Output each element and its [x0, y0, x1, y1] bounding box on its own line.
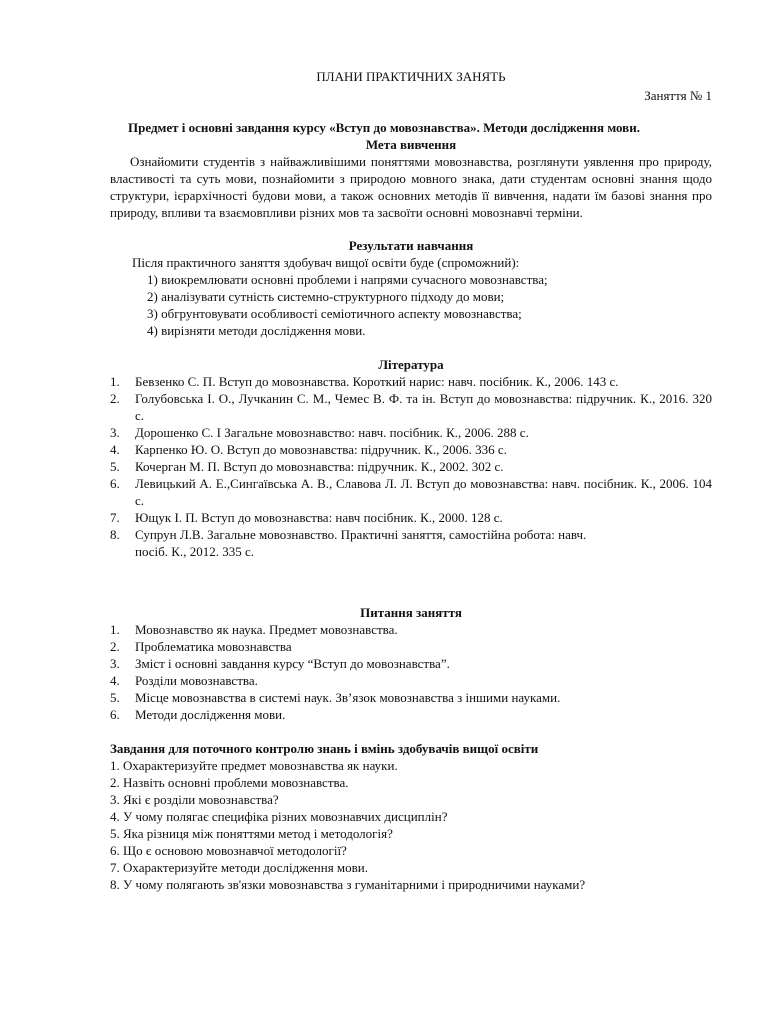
literature-item-number: 7.: [110, 510, 120, 525]
question-number: 2.: [110, 639, 120, 654]
lesson-number: Заняття № 1: [644, 88, 712, 103]
literature-item-number: 8.: [110, 527, 120, 542]
goal-text: Ознайомити студентів з найважливішими поняттями мовознавства, розглянути уявлення про природу, властивості та суть мови, познайомити з природою мовного знака, дати студентам основні знання щодо структури, ієрархічності будови мови, а також основних методів її вивчення, надати їм базові знання про природу, впливи та взаємовпливи різних мов та засвоїти основні мовознавчі терміни.: [110, 154, 712, 220]
document-page: [110, 68, 712, 893]
results-item: 1) виокремлювати основні проблеми і напрями сучасного мовознавства;: [147, 272, 548, 287]
literature-item-continuation: [110, 543, 712, 560]
literature-item: [110, 526, 712, 543]
task-item: 3. Які є розділи мовознавства?: [110, 792, 279, 807]
literature-list: [110, 373, 712, 560]
task-item: 2. Назвіть основні проблеми мовознавства.: [110, 775, 349, 790]
questions-list: [110, 621, 712, 723]
tasks-heading: Завдання для поточного контролю знань і вмінь здобувачів вищої освіти: [110, 741, 539, 756]
literature-item-number: 5.: [110, 459, 120, 474]
results-intro: Після практичного заняття здобувач вищої освіти буде (спроможний):: [132, 255, 520, 270]
task-item: 4. У чому полягає специфіка різних мовознавчих дисциплін?: [110, 809, 448, 824]
literature-item-text: Кочерган М. П. Вступ до мовознавства: підручник. К., 2002. 302 с.: [135, 459, 504, 474]
literature-item: [110, 373, 712, 390]
literature-item: [110, 475, 712, 509]
literature-item-text: Супрун Л.В. Загальне мовознавство. Практичні заняття, самостійна робота: навч.: [135, 527, 587, 542]
literature-item-text: Голубовська І. О., Лучканин С. М., Чемес В. Ф. та ін. Вступ до мовознавства: підручник. К., 2016. 320 с.: [135, 391, 712, 423]
question-text: Методи дослідження мови.: [135, 707, 286, 722]
literature-item: [110, 458, 712, 475]
literature-item-number: 3.: [110, 425, 120, 440]
task-item: 5. Яка різниця між поняттями метод і методологія?: [110, 826, 393, 841]
literature-item-text: посіб. К., 2012. 335 с.: [135, 544, 254, 559]
question-item: [110, 706, 712, 723]
literature-item-text: Левицький А. Е.,Сингаївська А. В., Славова Л. Л. Вступ до мовознавства: навч. посібник. К., 2006. 104 с.: [135, 476, 712, 508]
question-item: [110, 638, 712, 655]
question-text: Мовознавство як наука. Предмет мовознавства.: [135, 622, 398, 637]
results-heading: Результати навчання: [348, 238, 474, 253]
literature-item-text: Дорошенко С. І Загальне мовознавство: навч. посібник. К., 2006. 288 с.: [135, 425, 529, 440]
literature-item-number: 6.: [110, 476, 120, 491]
literature-item-text: Бевзенко С. П. Вступ до мовознавства. Короткий нарис: навч. посібник. К., 2006. 143 с.: [135, 374, 619, 389]
question-number: 1.: [110, 622, 120, 637]
question-item: [110, 621, 712, 638]
question-item: [110, 672, 712, 689]
literature-item-text: Ющук І. П. Вступ до мовознавства: навч посібник. К., 2000. 128 с.: [135, 510, 503, 525]
questions-heading: Питання заняття: [360, 605, 462, 620]
results-item: 2) аналізувати сутність системно-структурного підходу до мови;: [147, 289, 505, 304]
literature-item: [110, 390, 712, 424]
literature-item-number: 2.: [110, 391, 120, 406]
task-item: 7. Охарактеризуйте методи дослідження мови.: [110, 860, 369, 875]
literature-item: [110, 424, 712, 441]
task-item: 1. Охарактеризуйте предмет мовознавства як науки.: [110, 758, 398, 773]
question-text: Розділи мовознавства.: [135, 673, 258, 688]
question-number: 3.: [110, 656, 120, 671]
question-number: 4.: [110, 673, 120, 688]
results-item: 3) обгрунтовувати особливості семіотичного аспекту мовознавства;: [147, 306, 522, 321]
question-text: Зміст і основні завдання курсу “Вступ до мовознавства”.: [135, 656, 450, 671]
task-item: 6. Що є основою мовознавчої методології?: [110, 843, 347, 858]
literature-item: [110, 509, 712, 526]
results-item: 4) вирізняти методи дослідження мови.: [147, 323, 366, 338]
question-item: [110, 655, 712, 672]
task-item: 8. У чому полягають зв'язки мовознавства з гуманітарними і природничими науками?: [110, 877, 586, 892]
goal-heading: Мета вивчення: [365, 137, 457, 152]
lesson-topic: Предмет і основні завдання курсу «Вступ до мовознавства». Методи дослідження мови.: [128, 120, 640, 135]
literature-item: [110, 441, 712, 458]
question-text: Місце мовознавства в системі наук. Зв’язок мовознавства з іншими науками.: [135, 690, 561, 705]
literature-heading: Література: [378, 357, 444, 372]
question-number: 5.: [110, 690, 120, 705]
page-title: ПЛАНИ ПРАКТИЧНИХ ЗАНЯТЬ: [316, 69, 506, 84]
literature-item-number: 1.: [110, 374, 120, 389]
question-text: Проблематика мовознавства: [135, 639, 292, 654]
literature-item-text: Карпенко Ю. О. Вступ до мовознавства: підручник. К., 2006. 336 с.: [135, 442, 507, 457]
question-item: [110, 689, 712, 706]
question-number: 6.: [110, 707, 120, 722]
literature-item-number: 4.: [110, 442, 120, 457]
